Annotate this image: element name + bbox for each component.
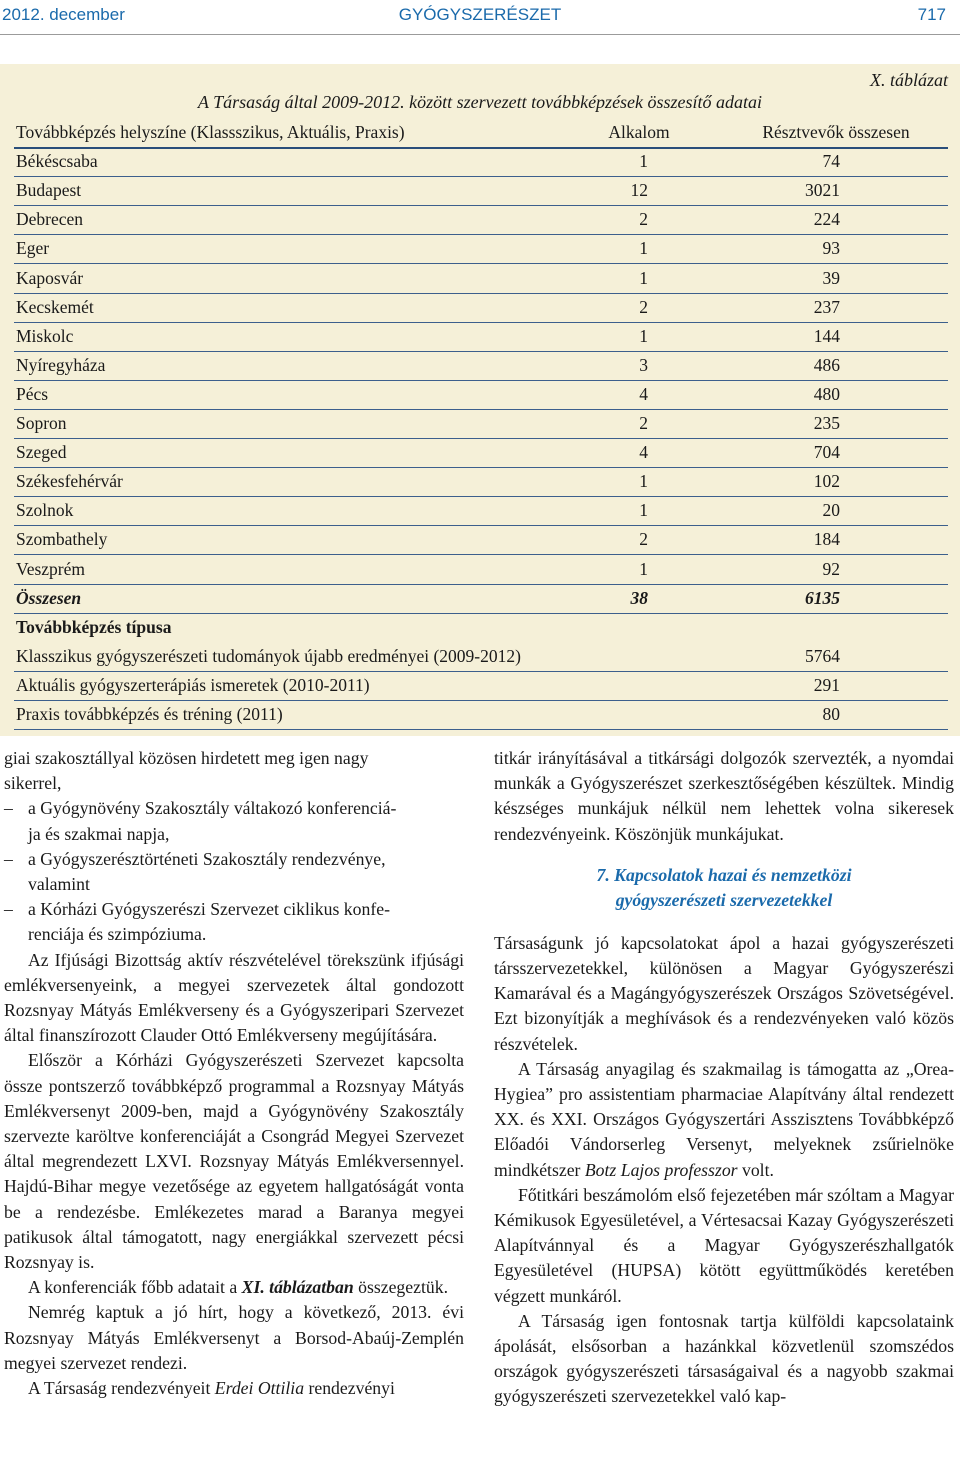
cell-participants: 704 bbox=[813, 442, 840, 463]
paragraph: sikerrel, bbox=[4, 773, 62, 794]
paragraph: A Társaság rendezvényeit Erdei Ottilia rendezvényi bbox=[28, 1378, 395, 1399]
table-row bbox=[14, 380, 948, 410]
cell-count: 1 bbox=[639, 151, 648, 172]
cell-label: Klasszikus gyógyszerészeti tudományok újabb eredményei (2009-2012) bbox=[16, 645, 521, 666]
table-row bbox=[14, 409, 948, 439]
table-row bbox=[14, 205, 948, 235]
paragraph: Társaságunk jó kapcsolatokat ápol a hazai gyógyszerészeti társszervezetekkel, különösen a Magyar Gyógyszerészi Kamarával és a Magángyógyszerészek Országos Szövetségével. Ezt bizonyítják a meghívások és a rendezvényeken való közös részvételek. bbox=[494, 932, 954, 1054]
cell-count: 1 bbox=[639, 267, 648, 288]
cell-count: Alkalom bbox=[608, 122, 670, 142]
cell-participants: Résztvevők összesen bbox=[762, 122, 910, 142]
cell-participants: 39 bbox=[822, 267, 840, 288]
cell-count: 1 bbox=[639, 500, 648, 521]
cell-label: Eger bbox=[16, 238, 50, 259]
cell-participants: 74 bbox=[822, 151, 840, 172]
list-item: – a Kórházi Gyógyszerészi Szervezet ciklikus konfe- bbox=[4, 899, 390, 920]
cell-participants: 486 bbox=[813, 354, 840, 375]
table-total-row bbox=[14, 584, 948, 614]
cell-participants: 80 bbox=[822, 704, 840, 724]
table-row bbox=[14, 351, 948, 381]
cell-label: Szeged bbox=[16, 442, 67, 463]
cell-count: 3 bbox=[639, 354, 648, 375]
cell-count: 1 bbox=[639, 238, 648, 259]
journal-name: GYÓGYSZERÉSZET bbox=[398, 5, 562, 24]
cell-participants: 480 bbox=[813, 383, 840, 404]
paragraph: titkár irányításával a titkársági dolgozók szervezték, a nyomdai munkák a Gyógyszerészet szerkesztőségében készültek. Mindig készséges munkájuk nélkül nem lehettek volna sikeresek rendezvényeink. Köszönjük munkájukat. bbox=[494, 748, 954, 844]
cell-count: 2 bbox=[639, 209, 648, 230]
cell-label: Békéscsaba bbox=[16, 151, 98, 172]
cell-participants: 93 bbox=[822, 238, 840, 259]
cell-count: 1 bbox=[639, 558, 648, 579]
paragraph: Nemrég kaptuk a jó hírt, hogy a következő, 2013. évi Rozsnyay Mátyás Emlékversenyt a Borsod-Abaúj-Zemplén megyei szervezet rendezi. bbox=[4, 1302, 464, 1373]
table-row bbox=[14, 700, 948, 730]
table-section-row bbox=[14, 613, 948, 642]
cell-label: Szolnok bbox=[16, 500, 74, 521]
paragraph: A Társaság anyagilag és szakmailag is támogatta az „Orea-Hygiea” pro assistentiam pharmaciae Alapítvány által rendezett XX. és XXI. Országos Gyógyszertári Asszisztens Továbbképző Előadói Vándorserleg Versenyt, melyeknek zsűrielnöke mindkétszer Botz Lajos professzor volt. bbox=[494, 1058, 954, 1180]
cell-participants: 291 bbox=[813, 674, 840, 695]
cell-label: Debrecen bbox=[16, 209, 84, 230]
cell-label: Szombathely bbox=[16, 529, 108, 550]
cell-participants: 6135 bbox=[805, 587, 840, 608]
table-header-row bbox=[14, 118, 948, 149]
list-item: – a Gyógynövény Szakosztály váltakozó konferenciá- bbox=[4, 798, 397, 819]
table-row bbox=[14, 293, 948, 323]
list-item-continued: ja és szakmai napja, bbox=[28, 823, 170, 844]
paragraph: giai szakosztállyal közösen hirdetett meg igen nagy bbox=[4, 748, 369, 768]
paragraph: Először a Kórházi Gyógyszerészeti Szervezet kapcsolta össze pontszerző továbbképző programmal a Rozsnyay Mátyás Emlékversenyt 2009-ben, majd a Gyógynövény Szakosztály szervezte karöltve konferenciáját a Csongrád Megyei Szervezet által megrendezett LXVI. Rozsnyay Mátyás Emlékversennyel. Hajdú-Bihar megye vezetősége az egyetem hallgatóságát vonta be a rendezésbe. Emlékezetes marad a Baranya megyei patikusok által támogatott, nagy energiákkal szervezett pécsi Rozsnyay is. bbox=[4, 1050, 464, 1273]
table-row bbox=[14, 322, 948, 352]
cell-label: Kecskemét bbox=[16, 296, 94, 317]
section-heading: 7. Kapcsolatok hazai és nemzetközi gyógyszerészeti szervezetekkel bbox=[596, 864, 852, 910]
cell-count: 1 bbox=[639, 471, 648, 492]
cell-label: Veszprém bbox=[16, 558, 86, 579]
cell-participants: 5764 bbox=[805, 645, 840, 666]
list-item-continued: renciája és szimpóziuma. bbox=[28, 924, 207, 945]
cell-participants: 92 bbox=[822, 558, 840, 579]
cell-label: Praxis továbbképzés és tréning (2011) bbox=[16, 704, 283, 724]
cell-label: Kaposvár bbox=[16, 267, 84, 288]
issue-date: 2012. december bbox=[2, 5, 125, 24]
cell-participants: 237 bbox=[813, 296, 840, 317]
cell-count: 4 bbox=[639, 383, 648, 404]
list-item: – a Gyógyszerésztörténeti Szakosztály rendezvénye, bbox=[4, 848, 386, 869]
cell-participants: 3021 bbox=[805, 180, 840, 201]
table-row bbox=[14, 671, 948, 701]
table-label: X. táblázat bbox=[869, 70, 948, 90]
right-column bbox=[494, 746, 954, 1410]
cell-count: 12 bbox=[630, 180, 648, 201]
cell-label: Továbbképzés helyszíne (Klassszikus, Aktuális, Praxis) bbox=[16, 122, 405, 142]
summary-table bbox=[0, 64, 960, 736]
table-row bbox=[14, 234, 948, 264]
table-row bbox=[14, 642, 948, 672]
page-header bbox=[0, 0, 960, 35]
cell-label: Pécs bbox=[16, 383, 49, 404]
cell-label: Összesen bbox=[16, 587, 82, 608]
paragraph: Az Ifjúsági Bizottság aktív részvételével törekszünk ifjúsági emlékversenyeink, a megyei szervezetek által gondozott Rozsnyay Mátyás Emlékverseny és a Gyógyszeripari Szervezet által finanszírozott Clauder Ottó Emlékverseny megújítására. bbox=[4, 949, 464, 1046]
table-row bbox=[14, 467, 948, 497]
cell-label: Miskolc bbox=[16, 325, 74, 346]
table-row bbox=[14, 496, 948, 526]
cell-participants: 184 bbox=[813, 529, 840, 550]
cell-count: 2 bbox=[639, 529, 648, 550]
cell-label: Nyíregyháza bbox=[16, 354, 106, 375]
cell-label: Budapest bbox=[16, 180, 82, 201]
cell-participants: 224 bbox=[813, 209, 840, 230]
cell-participants: 144 bbox=[813, 325, 840, 346]
cell-label: Aktuális gyógyszerterápiás ismeretek (2010-2011) bbox=[16, 674, 370, 695]
page-number: 717 bbox=[917, 5, 946, 24]
table-row bbox=[14, 264, 948, 294]
paragraph: A Társaság igen fontosnak tartja külföldi kapcsolataink ápolását, elsősorban a hazánkkal közvetlenül szomszédos országok gyógyszerészeti társaságaival és a nagyobb szakmai gyógyszerészeti szervezetekkel való kap- bbox=[494, 1310, 954, 1407]
cell-count: 38 bbox=[630, 587, 648, 608]
cell-count: 2 bbox=[639, 296, 648, 317]
paragraph: Főtitkári beszámolóm első fejezetében már szóltam a Magyar Kémikusok Egyesületével, a Vértesacsai Kazay Gyógyszerészeti Alapítvánnyal és a Magyar Gyógyszerészhallgatók Egyesületével (HUPSA) kötött együttműködés keretében végzett munkáról. bbox=[494, 1184, 954, 1306]
cell-participants: 235 bbox=[813, 413, 840, 433]
left-column bbox=[4, 746, 464, 1401]
cell-label: Székesfehérvár bbox=[16, 471, 123, 492]
cell-count: 2 bbox=[639, 413, 648, 433]
table-row bbox=[14, 147, 948, 177]
cell-count: 4 bbox=[639, 442, 648, 463]
table-title: A Társaság által 2009-2012. között szervezett továbbképzések összesítő adatai bbox=[197, 92, 763, 112]
cell-count: 1 bbox=[639, 325, 648, 346]
cell-label: Sopron bbox=[16, 413, 67, 433]
cell-participants: 102 bbox=[813, 471, 840, 492]
table-row bbox=[14, 555, 948, 585]
table-row bbox=[14, 176, 948, 206]
paragraph: A konferenciák főbb adatait a XI. táblázatban összegeztük. bbox=[28, 1277, 449, 1298]
cell-label: Továbbképzés típusa bbox=[16, 616, 172, 637]
list-item-continued: valamint bbox=[28, 874, 90, 895]
table-row bbox=[14, 525, 948, 555]
table-row bbox=[14, 438, 948, 468]
cell-participants: 20 bbox=[822, 500, 840, 521]
